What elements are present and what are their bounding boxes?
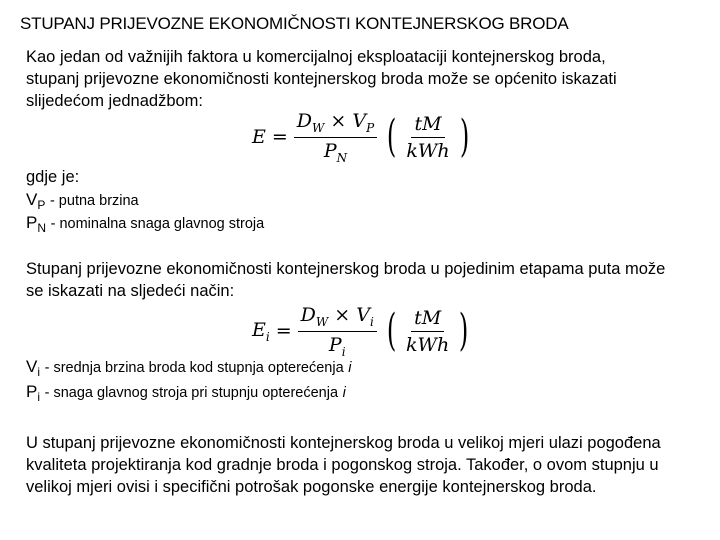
formula-numerator: $D_W \times V_P$ bbox=[294, 110, 377, 138]
slide-title: STUPANJ PRIJEVOZNE EKONOMIČNOSTI KONTEJNERSKOG BRODA bbox=[20, 14, 569, 33]
definition-vi: $V_i$ - srednja brzina broda kod stupnja opterećenja i bbox=[26, 357, 352, 379]
formula-denominator: $P_i$ bbox=[328, 333, 346, 359]
definition-pi: $P_i$ - snaga glavnog stroja pri stupnju opterećenja i bbox=[26, 382, 346, 404]
formula-unit: $\frac{tM}{\text{kWh}}$ bbox=[406, 112, 450, 162]
intro-paragraph: Kao jedan od važnijih faktora u komercijalnoj eksploataciji kontejnerskog broda, stupanj prijevozne ekonomičnosti kontejnerskog broda može se općenito iskazati slijedećom jednadžbom: bbox=[26, 48, 617, 110]
formula-fraction bbox=[298, 304, 377, 359]
where-label: gdje je: bbox=[26, 168, 80, 186]
formula-fraction bbox=[294, 110, 377, 165]
stage-paragraph: Stupanj prijevozne ekonomičnosti kontejnerskog broda u pojedinim etapama puta može se iskazati na sljedeći način: bbox=[26, 260, 666, 300]
formula-economy: E = $\frac{D_W \times V_P}{P_N}$ ( $\frac{tM}{\text{kWh}}$ ) bbox=[252, 110, 469, 165]
formula-denominator: $P_N$ bbox=[323, 139, 348, 165]
definition-pn: $P_N$ - nominalna snaga glavnog stroja bbox=[26, 213, 265, 235]
formula-unit: $\frac{tM}{\text{kWh}}$ bbox=[405, 306, 450, 356]
formula-lhs: E bbox=[252, 126, 266, 149]
definition-vp: $V_P$ - putna brzina bbox=[26, 190, 139, 212]
formula-stage-economy: $E_i$ = $\frac{D_W \times V_i}{P_i}$ ( $\frac{tM}{\text{kWh}}$ ) bbox=[252, 304, 469, 359]
closing-paragraph: U stupanj prijevozne ekonomičnosti kontejnerskog broda u velikoj mjeri ulazi pogođena kvaliteta projektiranja kod gradnje broda i pogonskog stroja. Također, o ovom stupnju u velikoj mjeri ovisi i specifični potrošak pogonske energije kontejnerskog broda. bbox=[26, 434, 661, 496]
formula-numerator: $D_W \times V_i$ bbox=[298, 304, 377, 332]
formula-lhs: $E_i$ bbox=[252, 318, 270, 344]
